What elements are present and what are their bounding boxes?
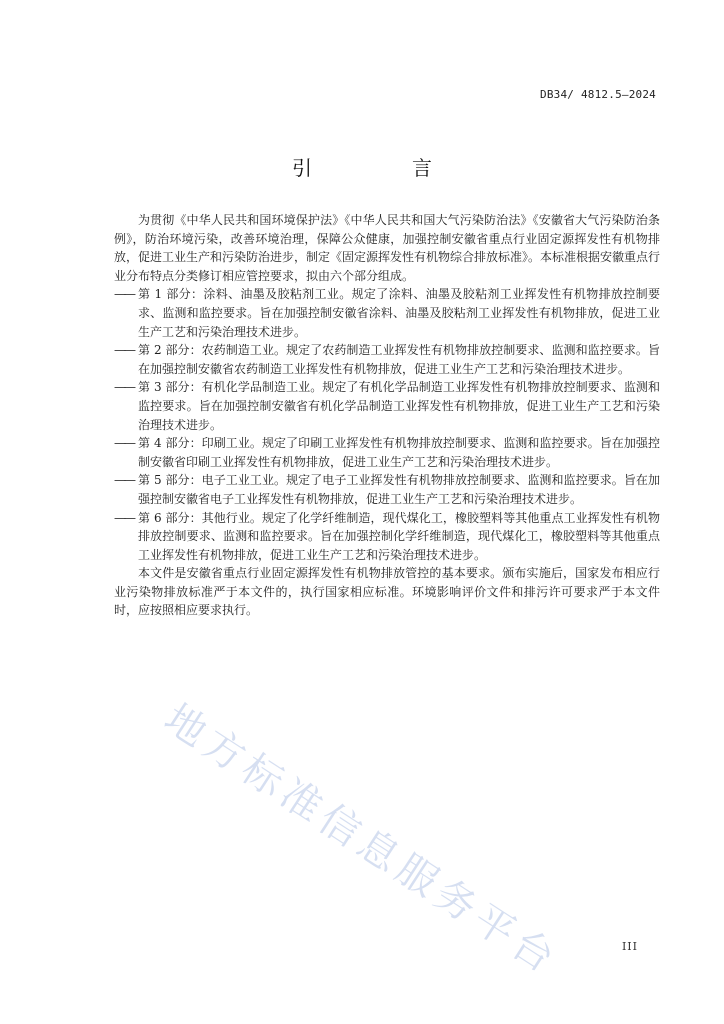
part-list-item-5 [114,471,660,508]
item-dash: —— [114,473,134,488]
item-dash: —— [114,436,134,451]
part-list-item-3 [114,378,660,434]
item-dash: —— [114,287,134,302]
item-text: 第 3 部分：有机化学品制造工业。规定了有机化学品制造工业挥发性有机物排放控制要求、监测和监控要求。旨在加强控制安徽省有机化学品制造工业挥发性有机物排放，促进工业生产工艺和污染治理技术进步。 [138,380,660,432]
part-list-item-6 [114,509,660,565]
item-text: 第 2 部分：农药制造工业。规定了农药制造工业挥发性有机物排放控制要求、监测和监控要求。旨在加强控制安徽省农药制造工业挥发性有机物排放，促进工业生产工艺和污染治理技术进步。 [138,343,660,376]
item-dash: —— [114,380,134,395]
intro-paragraph: 为贯彻《中华人民共和国环境保护法》《中华人民共和国大气污染防治法》《安徽省大气污染防治条例》，防治环境污染，改善环境治理，保障公众健康，加强控制安徽省重点行业固定源挥发性有机物排放，促进工业生产和污染防治进步，制定《固定源挥发性有机物综合排放标准》。本标准根据安徽重点行业分布特点分类修订相应管控要求，拟由六个部分组成。 [114,213,661,283]
part-list-item-4 [114,434,660,471]
document-body [114,211,660,620]
item-text: 第 1 部分：涂料、油墨及胶粘剂工业。规定了涂料、油墨及胶粘剂工业挥发性有机物排放控制要求、监测和监控要求。旨在加强控制安徽省涂料、油墨及胶粘剂工业挥发性有机物排放，促进工业生产工艺和污染治理技术进步。 [138,287,660,339]
part-list-item-2 [114,341,660,378]
item-text: 第 6 部分：其他行业。规定了化学纤维制造，现代煤化工，橡胶塑料等其他重点工业挥发性有机物排放控制要求、监测和监控要求。旨在加强控制化学纤维制造，现代煤化工，橡胶塑料等其他重点工业挥发性有机物排放，促进工业生产工艺和污染治理技术进步。 [138,510,660,562]
item-text: 第 5 部分：电子工业工业。规定了电子工业挥发性有机物排放控制要求、监测和监控要求。旨在加强控制安徽省电子工业挥发性有机物排放，促进工业生产工艺和污染治理技术进步。 [138,473,660,506]
item-dash: —— [114,343,134,358]
page-title: 引 言 [292,156,472,180]
item-dash: —— [114,510,134,525]
watermark: 地方标准信息服务平台 [156,695,567,985]
page-number: III [621,940,638,953]
closing-paragraph: 本文件是安徽省重点行业固定源挥发性有机物排放管控的基本要求。颁布实施后，国家发布相应行业污染物排放标准严于本文件的，执行国家相应标准。环境影响评价文件和排污许可要求严于本文件时，应按照相应要求执行。 [114,566,660,618]
part-list-item-1 [114,285,660,341]
item-text: 第 4 部分：印刷工业。规定了印刷工业挥发性有机物排放控制要求、监测和监控要求。旨在加强控制安徽省印刷工业挥发性有机物排放，促进工业生产工艺和污染治理技术进步。 [138,436,660,469]
document-code: DB34/ 4812.5—2024 [540,88,656,101]
